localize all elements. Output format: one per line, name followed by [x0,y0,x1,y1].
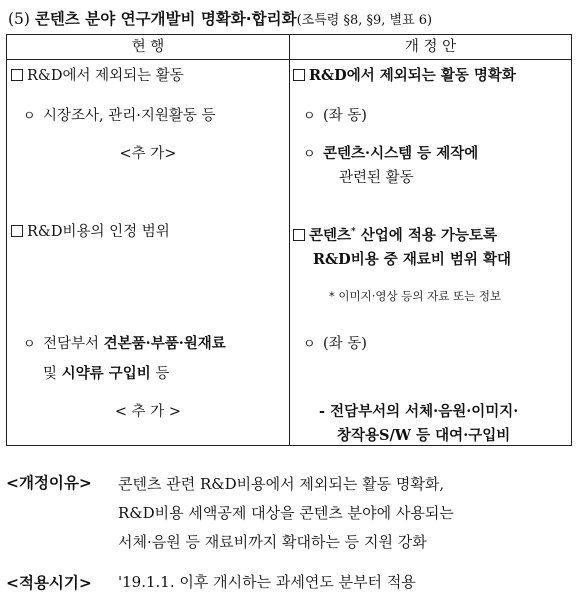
revised-item-excluded: R&D에서 제외되는 활동 명확화 [293,65,516,87]
reason-text [118,470,574,557]
current-subitem-market-research: ㅇ 시장조사, 관리·지원활동 등 [23,105,216,128]
section-number: (5) [8,10,30,28]
revised-item-scope: 콘텐츠* 산업에 적용 가능토록 [293,221,497,247]
checkbox-square-icon [293,229,305,241]
current-subitem-materials: ㅇ 전담부서 견본품·부품·원재료 [23,333,226,356]
reason-label: <개정이유> [6,474,92,492]
current-added-placeholder-2: < 추 가 > [114,404,182,420]
section-title: 콘텐츠 분야 연구개발비 명확화·합리화 [34,10,297,28]
current-item-scope: R&D비용의 인정 범위 [11,221,170,243]
section-reference: (조특령 §8, §9, 별표 6) [296,13,433,28]
reason-line: 서체·음원 등 재료비까지 확대하는 등 지원 강화 [118,533,427,551]
comparison-table [6,34,572,446]
revised-subitem-rental: - 전담부서의 서체·음원·이미지· [319,403,519,420]
current-subitem-materials-cont: 및 시약류 구입비 등 [43,365,170,382]
reason-line: 콘텐츠 관련 R&D비용에서 제외되는 활동 명확화, [118,475,445,493]
current-item-excluded: R&D에서 제외되는 활동 [11,65,184,87]
effective-label: <적용시기> [6,574,92,592]
header-divider [7,59,571,60]
current-added-placeholder: <추 가> [119,146,177,162]
revised-subitem-content-production-cont: 관련된 활동 [339,170,414,186]
revised-footnote: * 이미지·영상 등의 자료 또는 정보 [329,289,502,303]
checkbox-square-icon [11,69,23,81]
revised-subitem-content-production: ㅇ 콘텐츠·시스템 등 제작에 [303,143,478,166]
reason-line: R&D비용 세액공제 대상을 콘텐츠 분야에 사용되는 [118,504,454,522]
revised-subitem-same: ㅇ (좌 동) [303,105,367,128]
header-current: 현 행 [131,39,165,55]
revised-item-scope-cont: R&D비용 중 재료비 범위 확대 [313,251,511,268]
header-revised: 개 정 안 [404,39,457,55]
checkbox-square-icon [11,225,23,237]
revised-subitem-rental-cont: 창작용S/W 등 대여·구입비 [337,427,511,444]
circle-bullet-icon: ㅇ [303,109,316,124]
effective-text: '19.1.1. 이후 개시하는 과세연도 분부터 적용 [118,573,416,591]
circle-bullet-icon: ㅇ [23,337,36,352]
revised-subitem-same-2: ㅇ (좌 동) [303,333,367,356]
column-divider [289,35,290,445]
circle-bullet-icon: ㅇ [303,147,316,162]
circle-bullet-icon: ㅇ [303,337,316,352]
circle-bullet-icon: ㅇ [23,109,36,124]
section-heading [8,7,573,29]
checkbox-square-icon [293,69,305,81]
